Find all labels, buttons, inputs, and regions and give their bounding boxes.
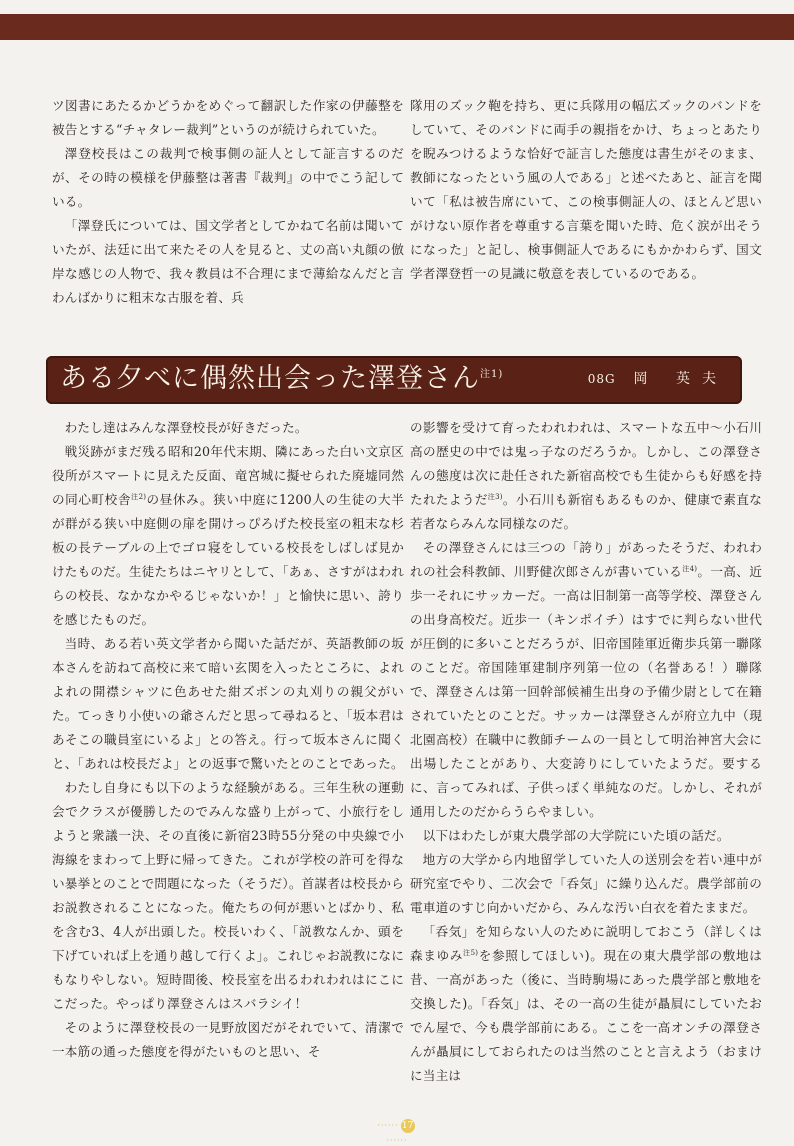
- footnote-ref: 注4): [682, 564, 698, 573]
- footnote-ref: 注2): [131, 492, 147, 501]
- paragraph: 地方の大学から内地留学していた人の送別会を若い連中が研究室でやり、二次会で「呑気」に繰り込んだ。農学部前の電車道のすじ向かいだから、みんな汚い白衣を着たままだ。: [410, 852, 762, 915]
- paragraph: 以下はわたしが東大農学部の大学院にいた頃の話だ。: [422, 828, 730, 843]
- footnote-ref: 注5): [463, 948, 479, 957]
- text: 「呑気」を知らない人のために説明しておこう（詳しくは森まゆみ: [410, 924, 762, 963]
- paragraph: 当時、ある若い英文学者から聞いた話だが、英語教師の坂本さんを訪ねて高校に来て暗い玄関を入ったところに、よれよれの開襟シャツに色あせた紺ズボンの丸刈りの親父がいた。てっきり小使いの爺さんだと思って尋ねると、「坂本君はあそこの職員室にいるよ」との答え。行って坂本さんに聞くと、「あれは校長だよ」との返事で驚いたとのことであった。: [52, 636, 404, 771]
- page-number-value: 17: [401, 1121, 414, 1131]
- text: その澤登さんには三つの「誇り」があったそうだ、われわれの社会科教師、川野健次郎さんが書いている: [410, 540, 762, 579]
- paragraph: [52, 440, 404, 632]
- article-title-banner: [46, 356, 742, 404]
- decorative-dots: ······: [386, 1136, 408, 1145]
- article-body-right: [410, 416, 762, 1088]
- text: 戦災跡がまだ残る昭和20年代末期、隣にあった白い文京区役所がスマートに見えた反面、竜宮城に擬せられた廃墟同然の同心町校舎: [52, 444, 404, 507]
- text: 。小石川も新宿もあるものか、健康で素直な若者ならみんな同様なのだ。: [410, 492, 763, 531]
- author-name: 岡 英夫: [633, 371, 728, 387]
- paragraph: 澤登校長はこの裁判で検事側の証人として証言するのだが、その時の模様を伊藤整は著書『裁判』の中でこう記している。: [52, 146, 404, 209]
- author-class: 08G: [587, 372, 616, 386]
- title-text: ある夕べに偶然出会った澤登さん: [60, 363, 480, 394]
- footnote-ref: 注3): [487, 492, 503, 501]
- article-title: [60, 362, 503, 396]
- paragraph: わたし達はみんな澤登校長が好きだった。: [64, 420, 308, 435]
- paragraph: そのように澤登校長の一見野放図だがそれでいて、清潔で一本筋の通った態度を得がたいものと思い、そ: [52, 1020, 404, 1059]
- continued-text-right: [410, 94, 762, 286]
- article-body-left: [52, 416, 404, 1064]
- decorative-dots: ······: [377, 1121, 399, 1130]
- byline: [588, 368, 728, 388]
- title-note: 注1): [480, 369, 504, 380]
- paragraph: [410, 920, 762, 1088]
- page-number: [370, 1118, 424, 1145]
- text: を参照してほしい)。現在の東大農学部の敷地は昔、一高があった（後に、当時駒場にあった農学部と敷地を交換した)。「呑気」は、その一高の生徒が贔屓にしていたおでん屋で、今も農学部前にある。ここを一高オンチの澤登さんが贔屓にしておられたのは当然のことと言えよう（おまけに当主は: [410, 948, 762, 1083]
- paragraph: わたし自身にも以下のような経験がある。三年生秋の運動会でクラスが優勝したのでみんな盛り上がって、小旅行をしようと衆議一決、その直後に新宿23時55分発の中央線で小海線をまわって上野に帰ってきた。これが学校の許可を得ない暴挙とのことで問題になった（そうだ）。首謀者は校長からお説教されることになった。俺たちの何が悪いとばかり、私を含む3、4人が出頭した。校長いわく、「説教なんか、頭を下げていれば上を通り越して行くよ」。これじゃお説教になにもなりやしない。短時間後、校長室を出るわれわれはにこにこだった。やっぱり澤登さんはスバラシイ！: [52, 780, 404, 1011]
- paragraph: ツ図書にあたるかどうかをめぐって翻訳した作家の伊藤整を被告とする“チャタレー裁判”というのが続けられていた。: [52, 98, 404, 137]
- paragraph: [410, 416, 762, 536]
- text: の昼休み。狭い中庭に1200人の生徒の大半が群がる狭い中庭側の扉を開けっぴろげた校長室の粗末な杉板の長テーブルの上でゴロ寝をしている校長をしばしば見かけたものだ。生徒たちはニヤリとして、「あぁ、さすがはわれらの校長、なかなかやるじゃないか！」と愉快に思い、誇りを感じたものだ。: [52, 492, 405, 627]
- paragraph: 隊用のズック鞄を持ち、更に兵隊用の幅広ズックのバンドをしていて、そのバンドに両手の親指をかけ、ちょっとあたりを睨みつけるような恰好で証言した態度は書生がそのまま、教師になったという風の人である」と述べたあと、証言を聞いて「私は被告席にいて、この検事側証人の、ほとんど思いがけない原作者を尊重する言葉を聞いた時、危く涙が出そうになった」と記し、検事側証人であるにもかかわらず、国文学者澤登哲一の見識に敬意を表しているのである。: [410, 98, 762, 281]
- text: の影響を受けて育ったわれわれは、スマートな五中～小石川高の歴史の中では鬼っ子なのだろうか。しかし、この澤登さんの態度は次に赴任された新宿高校でも生徒からも好感を持たれたようだ: [410, 420, 762, 507]
- header-band: [0, 14, 794, 40]
- continued-text-left: [52, 94, 404, 310]
- paragraph: 「澤登氏については、国文学者としてかねて名前は聞いていたが、法廷に出て来たその人を見ると、丈の高い丸顔の倣岸な感じの人物で、我々教員は不合理にまで薄給なんだと言わんばかりに粗末な古服を着、兵: [52, 218, 404, 305]
- text: 。一高、近歩一それにサッカーだ。一高は旧制第一高等学校、澤登さんの出身高校だ。近歩一（キンポイチ）はすでに判らない世代が圧倒的に多いことだろうが、旧帝国陸軍近衛歩兵第一聯隊のことだ。帝国陸軍建制序列第一位の（名誉ある！）聯隊で、澤登さんは第一回幹部候補生出身の予備少尉として在籍されていたとのことだ。サッカーは澤登さんが府立九中（現北園高校）在職中に教師チームの一員として明治神宮大会に出場したことがあり、大変誇りにしていたようだ。要するに、言ってみれば、子供っぽく単純なのだ。しかし、それが通用したのだからうらやましい。: [410, 564, 763, 819]
- paragraph: [410, 536, 762, 824]
